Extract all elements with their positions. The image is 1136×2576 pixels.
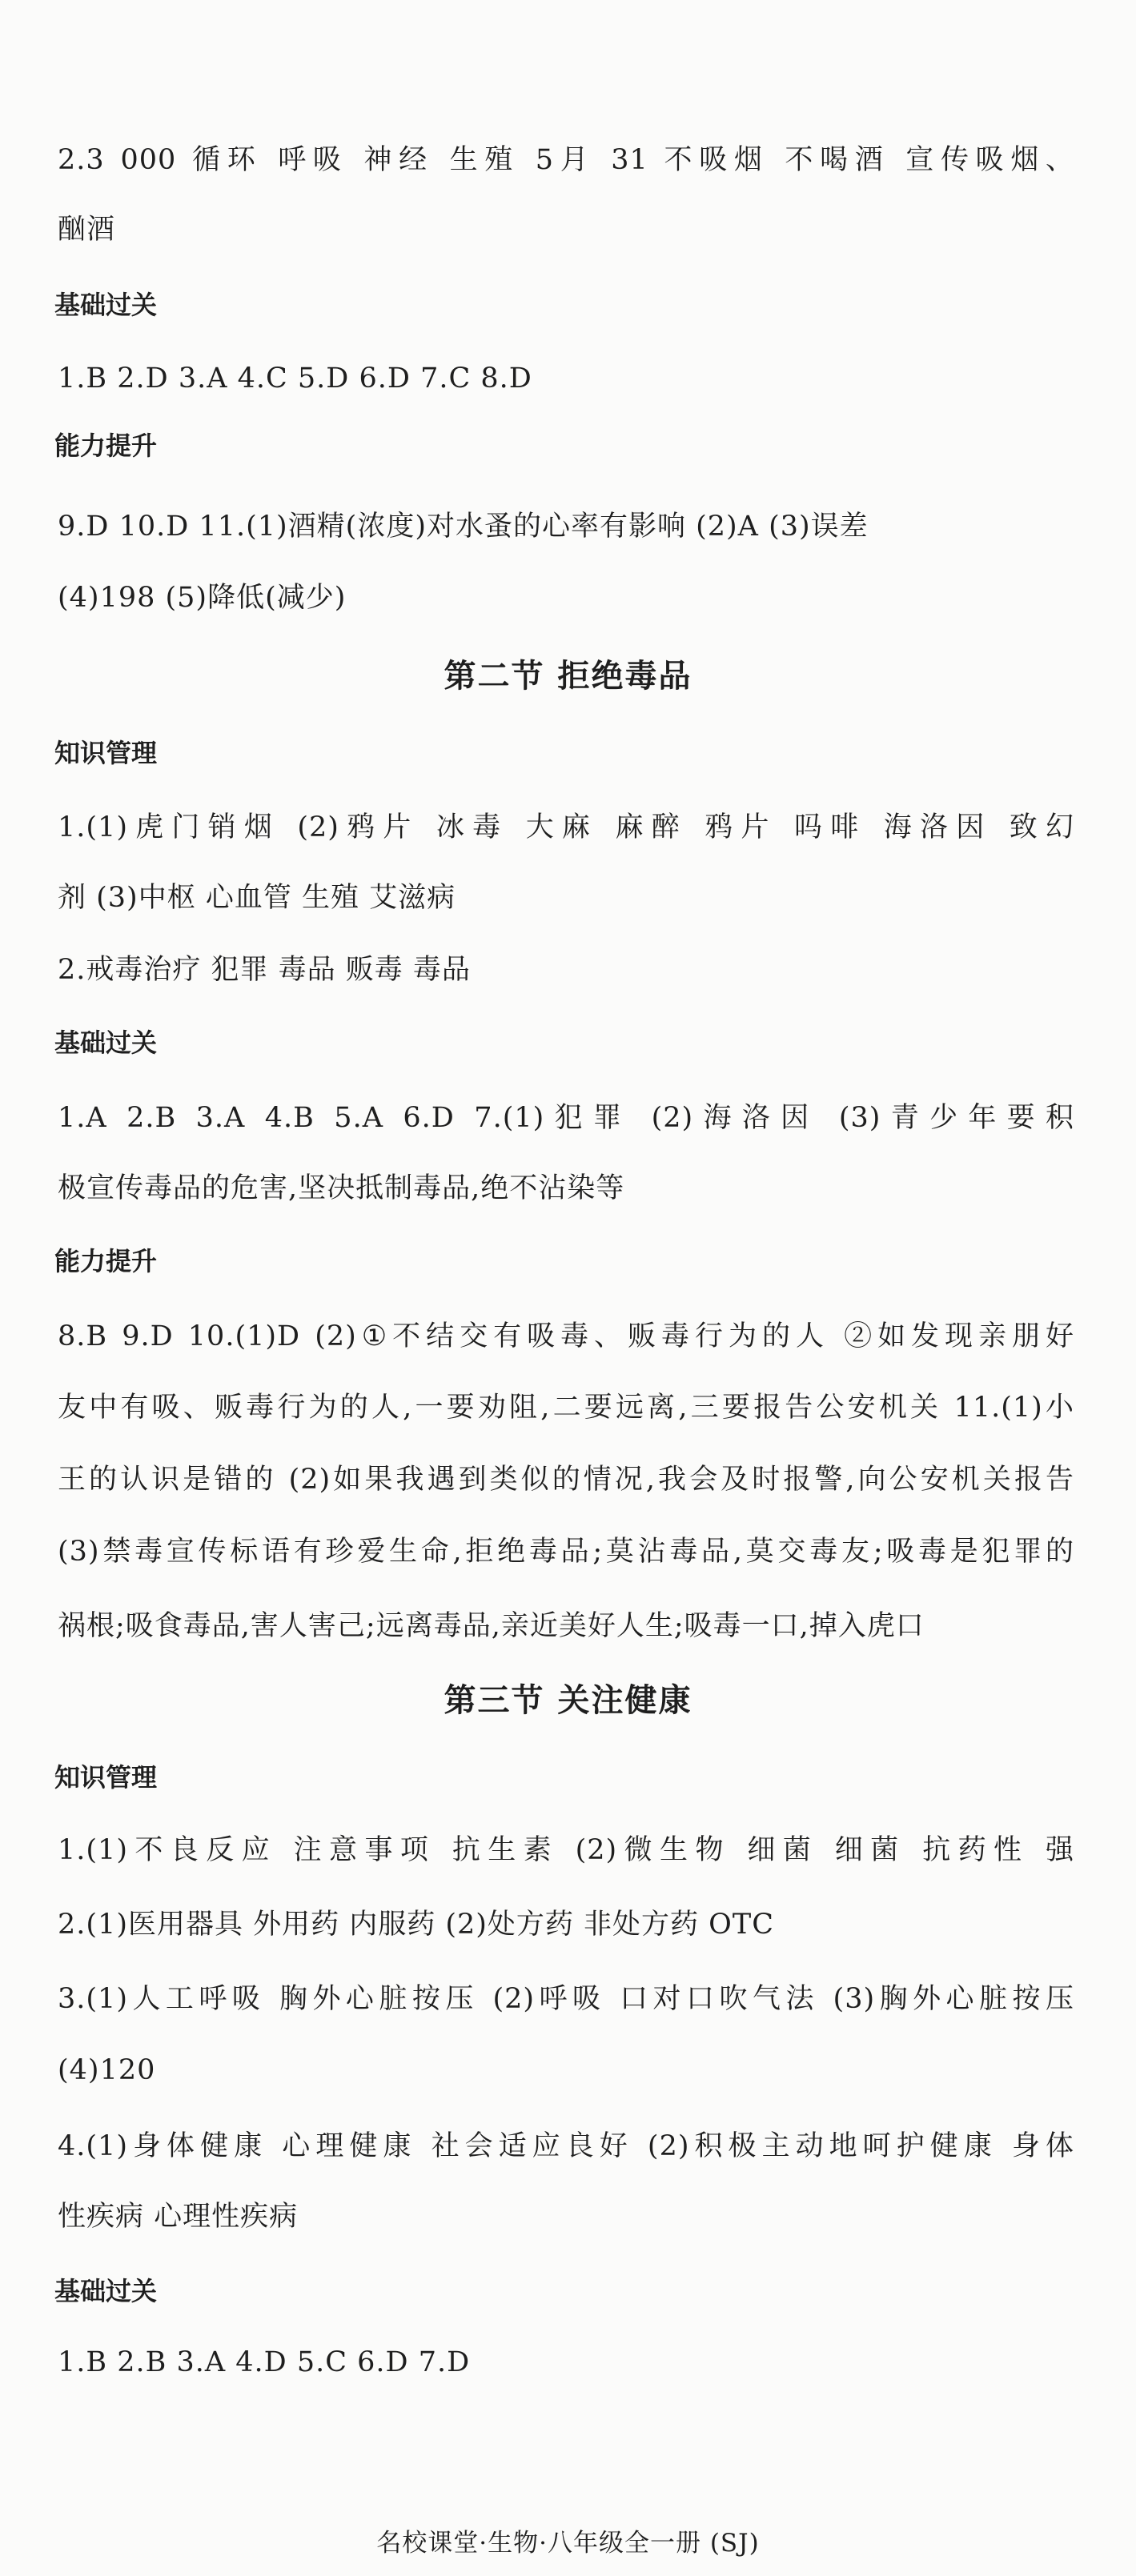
answer-line: 1.(1)虎门销烟 (2)鸦片 冰毒 大麻 麻醉 鸦片 吗啡 海洛因 致幻 — [58, 811, 1074, 843]
answer-line: 2.3 000 循环 呼吸 神经 生殖 5月 31 不吸烟 不喝酒 宣传吸烟、 — [58, 144, 1074, 176]
answer-line: 2.(1)医用器具 外用药 内服药 (2)处方药 非处方药 OTC — [58, 1909, 774, 1941]
lesson-title-refuse-drugs: 第二节 拒绝毒品 — [444, 658, 692, 695]
section-heading-basic: 基础过关 — [54, 290, 158, 320]
answer-line: 3.(1)人工呼吸 胸外心脏按压 (2)呼吸 口对口吹气法 (3)胸外心脏按压 — [58, 1983, 1074, 2015]
answer-line: 8.B 9.D 10.(1)D (2)①不结交有吸毒、贩毒行为的人 ②如发现亲朋好 — [58, 1320, 1074, 1352]
answer-line: (4)120 — [58, 2054, 156, 2086]
section-heading-basic: 基础过关 — [54, 1028, 158, 1058]
section-heading-knowledge: 知识管理 — [54, 738, 158, 768]
answer-line: 祸根;吸食毒品,害人害己;远离毒品,亲近美好人生;吸毒一口,掉入虎口 — [58, 1610, 925, 1642]
answer-line: 1.B 2.D 3.A 4.C 5.D 6.D 7.C 8.D — [58, 363, 532, 395]
section-heading-basic: 基础过关 — [54, 2276, 158, 2306]
answer-line: 性疾病 心理性疾病 — [58, 2201, 299, 2233]
answer-line: (4)198 (5)降低(减少) — [58, 582, 347, 614]
page-footer: 名校课堂·生物·八年级全一册 (SJ) — [376, 2529, 760, 2558]
section-heading-knowledge: 知识管理 — [54, 1762, 158, 1793]
section-heading-ability: 能力提升 — [54, 431, 158, 461]
section-heading-ability: 能力提升 — [54, 1246, 158, 1276]
answer-line: 9.D 10.D 11.(1)酒精(浓度)对水蚤的心率有影响 (2)A (3)误差 — [58, 511, 869, 543]
answer-line: 1.A 2.B 3.A 4.B 5.A 6.D 7.(1)犯罪 (2)海洛因 (3)青少年要积 — [58, 1102, 1074, 1134]
answer-line: 友中有吸、贩毒行为的人,一要劝阻,二要远离,三要报告公安机关 11.(1)小 — [58, 1392, 1074, 1424]
answer-line: 1.(1)不良反应 注意事项 抗生素 (2)微生物 细菌 细菌 抗药性 强 — [58, 1834, 1074, 1866]
answer-line: 2.戒毒治疗 犯罪 毒品 贩毒 毒品 — [58, 954, 471, 986]
answer-line: 剂 (3)中枢 心血管 生殖 艾滋病 — [58, 882, 456, 914]
answer-line: 4.(1)身体健康 心理健康 社会适应良好 (2)积极主动地呵护健康 身体 — [58, 2130, 1074, 2162]
answer-line: 极宣传毒品的危害,坚决抵制毒品,绝不沾染等 — [58, 1172, 625, 1204]
lesson-title-focus-health: 第三节 关注健康 — [444, 1682, 692, 1719]
answer-line: 1.B 2.B 3.A 4.D 5.C 6.D 7.D — [58, 2346, 471, 2378]
answer-line: (3)禁毒宣传标语有珍爱生命,拒绝毒品;莫沾毒品,莫交毒友;吸毒是犯罪的 — [58, 1536, 1074, 1568]
answer-line: 王的认识是错的 (2)如果我遇到类似的情况,我会及时报警,向公安机关报告 — [58, 1464, 1074, 1496]
answer-line: 酗酒 — [58, 214, 116, 246]
